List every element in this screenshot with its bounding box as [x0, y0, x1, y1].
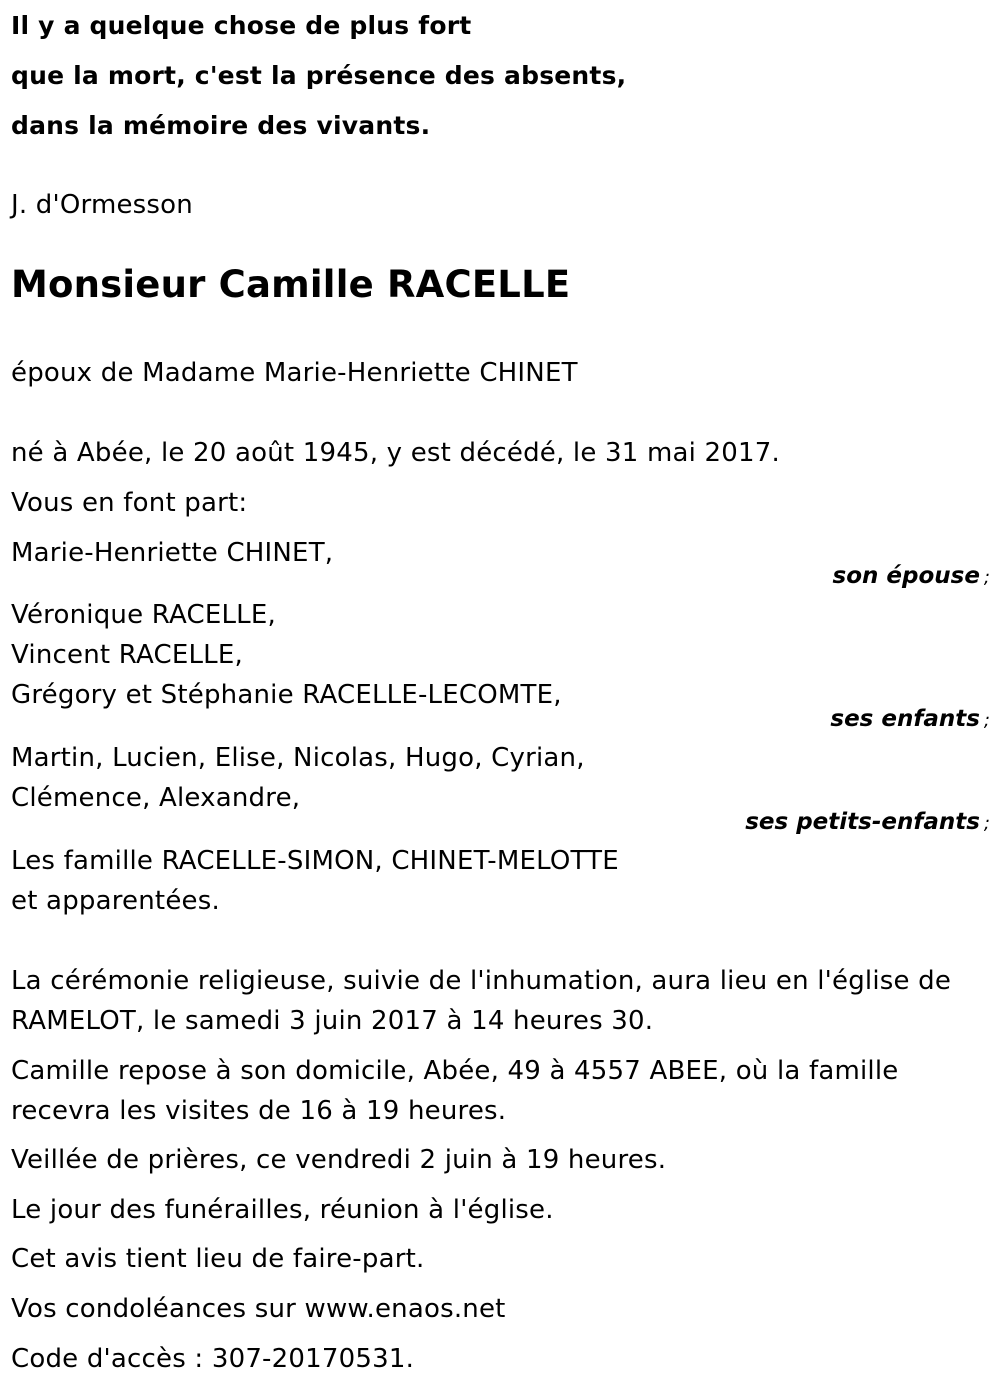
condolences-line: Vos condoléances sur www.enaos.net	[11, 1294, 506, 1324]
relation-label-children	[830, 705, 990, 735]
announcement-intro: Vous en font part:	[11, 488, 248, 518]
notice-line: Cet avis tient lieu de faire-part.	[11, 1244, 425, 1274]
ceremony-line-2: RAMELOT, le samedi 3 juin 2017 à 14 heures 30.	[11, 1006, 654, 1036]
family-member-line: Marie-Henriette CHINET,	[11, 538, 334, 568]
relation-text: ses petits-enfants	[745, 809, 980, 835]
vigil-line: Veillée de prières, ce vendredi 2 juin à 19 heures.	[11, 1145, 667, 1175]
access-code-line: Code d'accès : 307-20170531.	[11, 1344, 415, 1374]
family-member-line: Vincent RACELLE,	[11, 640, 243, 670]
spouse-line: époux de Madame Marie-Henriette CHINET	[11, 358, 578, 388]
family-member-line: Grégory et Stéphanie RACELLE-LECOMTE,	[11, 680, 562, 710]
ceremony-line-1: La cérémonie religieuse, suivie de l'inhumation, aura lieu en l'église de	[11, 966, 952, 996]
family-member-line: Les famille RACELLE-SIMON, CHINET-MELOTTE	[11, 846, 619, 876]
relation-text: son épouse	[832, 563, 980, 589]
family-member-line: et apparentées.	[11, 886, 220, 916]
family-member-line: Véronique RACELLE,	[11, 600, 276, 630]
quote-line-1: Il y a quelque chose de plus fort	[11, 11, 472, 40]
quote-line-3: dans la mémoire des vivants.	[11, 111, 431, 140]
rest-line-2: recevra les visites de 16 à 19 heures.	[11, 1096, 507, 1126]
rest-line-1: Camille repose à son domicile, Abée, 49 à 4557 ABEE, où la famille	[11, 1056, 899, 1086]
relation-label-grandchildren	[745, 808, 990, 838]
family-member-line: Clémence, Alexandre,	[11, 783, 301, 813]
relation-separator: ;	[983, 567, 990, 588]
relation-separator: ;	[983, 813, 990, 834]
quote-author: J. d'Ormesson	[11, 190, 193, 220]
quote-line-2: que la mort, c'est la présence des absents,	[11, 61, 627, 90]
family-member-line: Martin, Lucien, Elise, Nicolas, Hugo, Cyrian,	[11, 743, 585, 773]
relation-separator: ;	[983, 710, 990, 731]
funeral-day-line: Le jour des funérailles, réunion à l'église.	[11, 1195, 554, 1225]
birth-death-line: né à Abée, le 20 août 1945, y est décédé, le 31 mai 2017.	[11, 438, 780, 468]
relation-label-spouse	[833, 562, 990, 592]
relation-text: ses enfants	[830, 706, 980, 732]
deceased-name: Monsieur Camille RACELLE	[11, 263, 571, 306]
